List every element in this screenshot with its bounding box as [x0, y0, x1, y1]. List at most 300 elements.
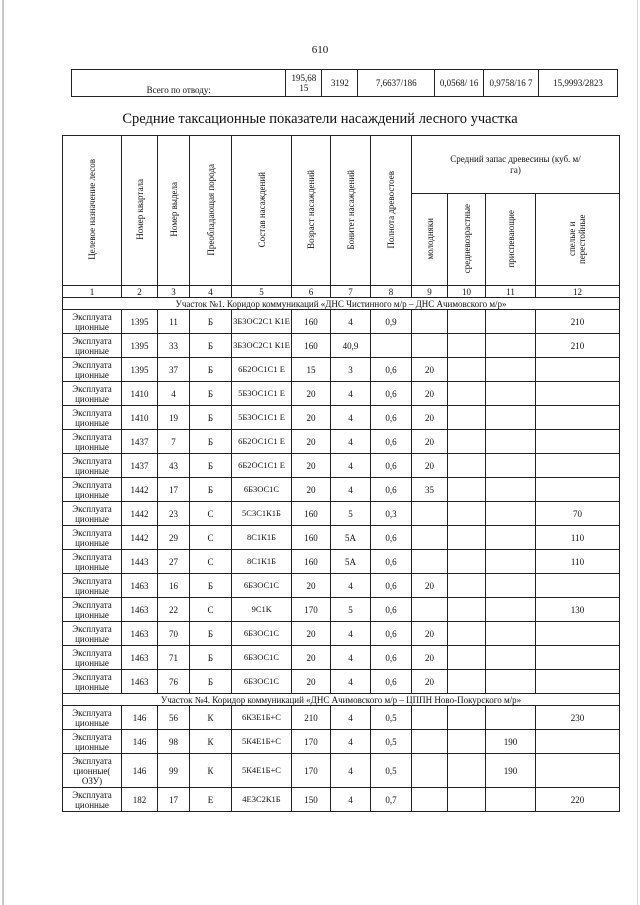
density-cell: 0,6: [371, 574, 412, 598]
header-species: Преобладающая порода: [190, 136, 232, 286]
density-cell: 0,6: [371, 526, 412, 550]
species-cell: Б: [190, 574, 232, 598]
middle-stock-cell: [448, 754, 486, 788]
bonitet-cell: 4: [331, 454, 371, 478]
header-quarter: Номер квартала: [122, 136, 158, 286]
table-row: [63, 478, 620, 502]
plot-cell: 16: [158, 574, 190, 598]
purpose-cell: Эксплуата ционные: [63, 310, 122, 334]
bonitet-cell: 4: [331, 754, 371, 788]
mature-stock-cell: 220: [536, 788, 620, 812]
mature-stock-cell: [536, 670, 620, 694]
mature-stock-cell: 210: [536, 310, 620, 334]
totals-value: 0,9758/16 7: [484, 70, 539, 97]
species-cell: Б: [190, 334, 232, 358]
table-row: [63, 754, 620, 788]
purpose-cell: Эксплуата ционные: [63, 670, 122, 694]
age-cell: 20: [292, 478, 331, 502]
bonitet-cell: 4: [331, 382, 371, 406]
mature-stock-cell: 230: [536, 706, 620, 730]
young-stock-cell: [412, 598, 448, 622]
column-numbers-row: [63, 286, 620, 298]
middle-stock-cell: [448, 406, 486, 430]
plot-cell: 37: [158, 358, 190, 382]
density-cell: 0,6: [371, 382, 412, 406]
composition-cell: 6Б2ОС1С1 Е: [232, 430, 292, 454]
middle-stock-cell: [448, 502, 486, 526]
composition-cell: 8С1К1Б: [232, 550, 292, 574]
ripening-stock-cell: [486, 358, 536, 382]
bonitet-cell: 40,9: [331, 334, 371, 358]
age-cell: 20: [292, 382, 331, 406]
ripening-stock-cell: [486, 706, 536, 730]
density-cell: 0,6: [371, 358, 412, 382]
composition-cell: 4Е3С2К1Б: [232, 788, 292, 812]
totals-value: 7,6637/186: [358, 70, 435, 97]
age-cell: 20: [292, 430, 331, 454]
middle-stock-cell: [448, 430, 486, 454]
bonitet-cell: 4: [331, 310, 371, 334]
age-cell: 150: [292, 788, 331, 812]
young-stock-cell: 20: [412, 574, 448, 598]
purpose-cell: Эксплуата ционные: [63, 406, 122, 430]
middle-stock-cell: [448, 358, 486, 382]
ripening-stock-cell: [486, 406, 536, 430]
totals-label: Всего по отводу:: [72, 70, 286, 97]
column-number: 5: [232, 286, 292, 298]
quarter-cell: 146: [122, 706, 158, 730]
bonitet-cell: 3: [331, 358, 371, 382]
quarter-cell: 1442: [122, 502, 158, 526]
mature-stock-cell: [536, 382, 620, 406]
young-stock-cell: 20: [412, 382, 448, 406]
age-cell: 210: [292, 706, 331, 730]
composition-cell: 8С1К1Б: [232, 526, 292, 550]
ripening-stock-cell: [486, 598, 536, 622]
species-cell: Б: [190, 310, 232, 334]
composition-cell: 5С3С1К1Б: [232, 502, 292, 526]
ripening-stock-cell: [486, 550, 536, 574]
mature-stock-cell: [536, 622, 620, 646]
middle-stock-cell: [448, 526, 486, 550]
table-row: [63, 526, 620, 550]
species-cell: Б: [190, 646, 232, 670]
plot-cell: 98: [158, 730, 190, 754]
totals-value: 3192: [322, 70, 358, 97]
mature-stock-cell: [536, 574, 620, 598]
composition-cell: 5Б3ОС1С1 Е: [232, 382, 292, 406]
plot-cell: 70: [158, 622, 190, 646]
ripening-stock-cell: 190: [486, 754, 536, 788]
ripening-stock-cell: [486, 502, 536, 526]
composition-cell: 9С1К: [232, 598, 292, 622]
quarter-cell: 1463: [122, 646, 158, 670]
column-number: 9: [412, 286, 448, 298]
composition-cell: 6Б2ОС1С1 Е: [232, 454, 292, 478]
table-row: [63, 382, 620, 406]
ripening-stock-cell: 190: [486, 730, 536, 754]
composition-cell: 6Б3ОС1С: [232, 574, 292, 598]
bonitet-cell: 4: [331, 706, 371, 730]
density-cell: [371, 334, 412, 358]
young-stock-cell: [412, 502, 448, 526]
header-ripening: приспевающие: [486, 194, 536, 286]
ripening-stock-cell: [486, 646, 536, 670]
middle-stock-cell: [448, 788, 486, 812]
purpose-cell: Эксплуата ционные: [63, 646, 122, 670]
plot-cell: 56: [158, 706, 190, 730]
mature-stock-cell: [536, 646, 620, 670]
age-cell: 170: [292, 730, 331, 754]
column-number: 4: [190, 286, 232, 298]
purpose-cell: Эксплуата ционные: [63, 454, 122, 478]
species-cell: Б: [190, 382, 232, 406]
purpose-cell: Эксплуата ционные: [63, 334, 122, 358]
inventory-table: [62, 135, 620, 812]
species-cell: К: [190, 730, 232, 754]
density-cell: 0,6: [371, 406, 412, 430]
age-cell: 160: [292, 502, 331, 526]
bonitet-cell: 5: [331, 598, 371, 622]
purpose-cell: Эксплуата ционные: [63, 430, 122, 454]
quarter-cell: 1442: [122, 478, 158, 502]
density-cell: 0,5: [371, 706, 412, 730]
table-row: [63, 622, 620, 646]
species-cell: К: [190, 754, 232, 788]
purpose-cell: Эксплуата ционные: [63, 706, 122, 730]
young-stock-cell: [412, 526, 448, 550]
young-stock-cell: 20: [412, 622, 448, 646]
table-row: [63, 706, 620, 730]
totals-value: 195,68 15: [286, 70, 322, 97]
middle-stock-cell: [448, 706, 486, 730]
table-row: [63, 574, 620, 598]
age-cell: 20: [292, 646, 331, 670]
young-stock-cell: 20: [412, 358, 448, 382]
mature-stock-cell: [536, 754, 620, 788]
table-row: [63, 406, 620, 430]
plot-cell: 23: [158, 502, 190, 526]
density-cell: 0,6: [371, 646, 412, 670]
ripening-stock-cell: [486, 478, 536, 502]
age-cell: 160: [292, 310, 331, 334]
header-density: Полнота древостоев: [371, 136, 412, 286]
age-cell: 20: [292, 574, 331, 598]
age-cell: 170: [292, 598, 331, 622]
composition-cell: 3Б3ОС2С1 К1Е: [232, 334, 292, 358]
mature-stock-cell: [536, 430, 620, 454]
composition-cell: 6К3Е1Б+С: [232, 706, 292, 730]
mature-stock-cell: [536, 406, 620, 430]
table-title: Средние таксационные показатели насаждений лесного участка: [122, 111, 518, 127]
middle-stock-cell: [448, 550, 486, 574]
table-row: [63, 502, 620, 526]
young-stock-cell: [412, 788, 448, 812]
header-stock: Средний запас древесины (куб. м/га): [412, 136, 620, 194]
plot-cell: 17: [158, 788, 190, 812]
composition-cell: 6Б3ОС1С: [232, 646, 292, 670]
totals-value: 15,9993/2823: [539, 70, 618, 97]
plot-cell: 71: [158, 646, 190, 670]
purpose-cell: Эксплуата ционные: [63, 788, 122, 812]
middle-stock-cell: [448, 622, 486, 646]
bonitet-cell: 4: [331, 730, 371, 754]
density-cell: 0,6: [371, 478, 412, 502]
quarter-cell: 146: [122, 730, 158, 754]
plot-cell: 29: [158, 526, 190, 550]
plot-cell: 43: [158, 454, 190, 478]
plot-cell: 99: [158, 754, 190, 788]
purpose-cell: Эксплуата ционные: [63, 598, 122, 622]
purpose-cell: Эксплуата ционные: [63, 502, 122, 526]
totals-table: [71, 69, 618, 97]
density-cell: 0,5: [371, 754, 412, 788]
density-cell: 0,6: [371, 598, 412, 622]
composition-cell: 6Б3ОС1С: [232, 622, 292, 646]
table-row: [63, 730, 620, 754]
section-heading: Участок №1. Коридор коммуникаций «ДНС Чистинного м/р – ДНС Ачимовского м/р»: [63, 298, 620, 310]
composition-cell: 6Б3ОС1С: [232, 478, 292, 502]
middle-stock-cell: [448, 598, 486, 622]
bonitet-cell: 4: [331, 406, 371, 430]
young-stock-cell: [412, 334, 448, 358]
young-stock-cell: [412, 550, 448, 574]
mature-stock-cell: [536, 730, 620, 754]
purpose-cell: Эксплуата ционные: [63, 622, 122, 646]
density-cell: 0,5: [371, 730, 412, 754]
density-cell: 0,6: [371, 550, 412, 574]
young-stock-cell: 20: [412, 646, 448, 670]
middle-stock-cell: [448, 574, 486, 598]
density-cell: 0,6: [371, 430, 412, 454]
composition-cell: 6Б3ОС1С: [232, 670, 292, 694]
column-number: 6: [292, 286, 331, 298]
ripening-stock-cell: [486, 670, 536, 694]
section-heading-row: [63, 694, 620, 706]
young-stock-cell: 35: [412, 478, 448, 502]
composition-cell: 5К4Е1Б+С: [232, 730, 292, 754]
bonitet-cell: 4: [331, 430, 371, 454]
table-row: [63, 646, 620, 670]
purpose-cell: Эксплуата ционные: [63, 478, 122, 502]
species-cell: К: [190, 706, 232, 730]
quarter-cell: 1442: [122, 526, 158, 550]
ripening-stock-cell: [486, 526, 536, 550]
mature-stock-cell: [536, 454, 620, 478]
bonitet-cell: 5: [331, 502, 371, 526]
bonitet-cell: 5А: [331, 550, 371, 574]
table-row: [63, 788, 620, 812]
plot-cell: 76: [158, 670, 190, 694]
middle-stock-cell: [448, 382, 486, 406]
composition-cell: 6Б2ОС1С1 Е: [232, 358, 292, 382]
page-number: 610: [311, 44, 329, 56]
middle-stock-cell: [448, 646, 486, 670]
density-cell: 0,9: [371, 310, 412, 334]
plot-cell: 4: [158, 382, 190, 406]
header-age: Возраст насаждений: [292, 136, 331, 286]
middle-stock-cell: [448, 334, 486, 358]
quarter-cell: 1443: [122, 550, 158, 574]
purpose-cell: Эксплуата ционные: [63, 382, 122, 406]
quarter-cell: 1463: [122, 622, 158, 646]
age-cell: 20: [292, 406, 331, 430]
header-mature: спелые и перестойные: [536, 194, 620, 286]
age-cell: 160: [292, 550, 331, 574]
ripening-stock-cell: [486, 574, 536, 598]
bonitet-cell: 5А: [331, 526, 371, 550]
species-cell: Б: [190, 430, 232, 454]
quarter-cell: 146: [122, 754, 158, 788]
composition-cell: 5Б3ОС1С1 Е: [232, 406, 292, 430]
plot-cell: 11: [158, 310, 190, 334]
plot-cell: 19: [158, 406, 190, 430]
bonitet-cell: 4: [331, 478, 371, 502]
middle-stock-cell: [448, 454, 486, 478]
young-stock-cell: 20: [412, 670, 448, 694]
table-row: [63, 358, 620, 382]
composition-cell: 5К4Е1Б+С: [232, 754, 292, 788]
age-cell: 20: [292, 454, 331, 478]
table-row: [63, 334, 620, 358]
bonitet-cell: 4: [331, 670, 371, 694]
column-number: 7: [331, 286, 371, 298]
plot-cell: 27: [158, 550, 190, 574]
purpose-cell: Эксплуата ционные( ОЗУ): [63, 754, 122, 788]
ripening-stock-cell: [486, 788, 536, 812]
quarter-cell: 182: [122, 788, 158, 812]
young-stock-cell: 20: [412, 406, 448, 430]
column-number: 1: [63, 286, 122, 298]
plot-cell: 17: [158, 478, 190, 502]
species-cell: Б: [190, 358, 232, 382]
column-number: 2: [122, 286, 158, 298]
table-row: [63, 310, 620, 334]
mature-stock-cell: [536, 478, 620, 502]
composition-cell: 3Б3ОС2С1 К1Е: [232, 310, 292, 334]
bonitet-cell: 4: [331, 646, 371, 670]
header-middle: средневозрастные: [448, 194, 486, 286]
species-cell: С: [190, 598, 232, 622]
section-heading-row: [63, 298, 620, 310]
mature-stock-cell: 130: [536, 598, 620, 622]
quarter-cell: 1395: [122, 358, 158, 382]
totals-value: 0,0568/ 16: [435, 70, 484, 97]
quarter-cell: 1463: [122, 670, 158, 694]
plot-cell: 33: [158, 334, 190, 358]
purpose-cell: Эксплуата ционные: [63, 526, 122, 550]
header-purpose: Целевое назначение лесов: [63, 136, 122, 286]
quarter-cell: 1437: [122, 454, 158, 478]
bonitet-cell: 4: [331, 574, 371, 598]
scan-edge-right: [637, 0, 638, 905]
species-cell: Б: [190, 454, 232, 478]
middle-stock-cell: [448, 478, 486, 502]
quarter-cell: 1437: [122, 430, 158, 454]
quarter-cell: 1410: [122, 382, 158, 406]
middle-stock-cell: [448, 310, 486, 334]
young-stock-cell: [412, 310, 448, 334]
table-row: [63, 598, 620, 622]
ripening-stock-cell: [486, 310, 536, 334]
table-row: [63, 670, 620, 694]
purpose-cell: Эксплуата ционные: [63, 574, 122, 598]
species-cell: Б: [190, 670, 232, 694]
quarter-cell: 1463: [122, 598, 158, 622]
header-composition: Состав насаждений: [232, 136, 292, 286]
density-cell: 0,7: [371, 788, 412, 812]
plot-cell: 22: [158, 598, 190, 622]
density-cell: 0,6: [371, 454, 412, 478]
column-number: 11: [486, 286, 536, 298]
ripening-stock-cell: [486, 454, 536, 478]
species-cell: Б: [190, 406, 232, 430]
purpose-cell: Эксплуата ционные: [63, 358, 122, 382]
purpose-cell: Эксплуата ционные: [63, 730, 122, 754]
table-row: [63, 454, 620, 478]
species-cell: Б: [190, 622, 232, 646]
ripening-stock-cell: [486, 622, 536, 646]
column-number: 12: [536, 286, 620, 298]
column-number: 8: [371, 286, 412, 298]
ripening-stock-cell: [486, 334, 536, 358]
quarter-cell: 1395: [122, 334, 158, 358]
ripening-stock-cell: [486, 382, 536, 406]
ripening-stock-cell: [486, 430, 536, 454]
quarter-cell: 1395: [122, 310, 158, 334]
section-heading: Участок №4. Коридор коммуникаций «ДНС Ачимовского м/р – ЦППН Ново-Покурского м/р»: [63, 694, 620, 706]
age-cell: 170: [292, 754, 331, 788]
bonitet-cell: 4: [331, 788, 371, 812]
header-young: молодняки: [412, 194, 448, 286]
middle-stock-cell: [448, 730, 486, 754]
column-number: 3: [158, 286, 190, 298]
mature-stock-cell: 110: [536, 550, 620, 574]
species-cell: С: [190, 550, 232, 574]
young-stock-cell: [412, 730, 448, 754]
mature-stock-cell: 70: [536, 502, 620, 526]
bonitet-cell: 4: [331, 622, 371, 646]
mature-stock-cell: 110: [536, 526, 620, 550]
age-cell: 160: [292, 334, 331, 358]
young-stock-cell: [412, 754, 448, 788]
purpose-cell: Эксплуата ционные: [63, 550, 122, 574]
quarter-cell: 1463: [122, 574, 158, 598]
quarter-cell: 1410: [122, 406, 158, 430]
plot-cell: 7: [158, 430, 190, 454]
header-plot: Номер выдела: [158, 136, 190, 286]
species-cell: Б: [190, 478, 232, 502]
species-cell: Е: [190, 788, 232, 812]
scan-edge-left: [2, 0, 4, 905]
density-cell: 0,6: [371, 622, 412, 646]
table-row: [63, 550, 620, 574]
age-cell: 15: [292, 358, 331, 382]
young-stock-cell: 20: [412, 430, 448, 454]
mature-stock-cell: 210: [536, 334, 620, 358]
density-cell: 0,3: [371, 502, 412, 526]
density-cell: 0,6: [371, 670, 412, 694]
species-cell: С: [190, 502, 232, 526]
age-cell: 160: [292, 526, 331, 550]
species-cell: С: [190, 526, 232, 550]
table-row: [63, 430, 620, 454]
young-stock-cell: [412, 706, 448, 730]
young-stock-cell: 20: [412, 454, 448, 478]
age-cell: 20: [292, 622, 331, 646]
mature-stock-cell: [536, 358, 620, 382]
age-cell: 20: [292, 670, 331, 694]
